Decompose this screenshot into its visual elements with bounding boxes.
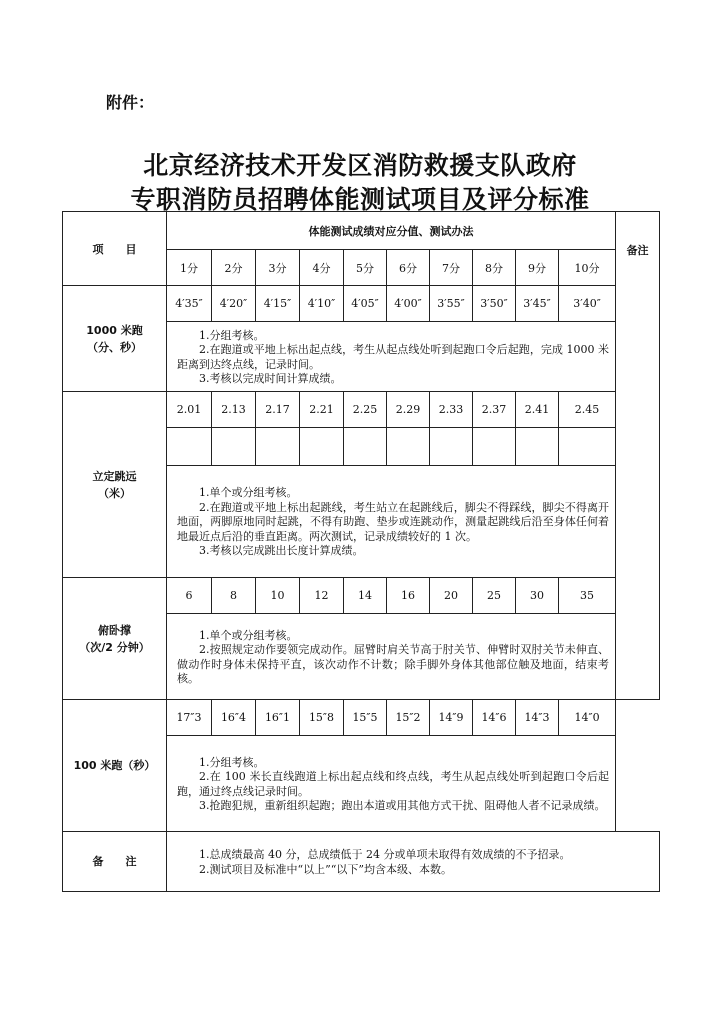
jump-unit: （米）: [98, 486, 131, 500]
empty-cell: [167, 428, 212, 466]
pushup-method: [167, 614, 616, 700]
notes-row: [63, 832, 660, 892]
run100-label: [63, 700, 167, 832]
scoring-table: [62, 211, 660, 892]
run1000-value: 4′20″: [212, 286, 256, 322]
page-title-line2: 专职消防员招聘体能测试项目及评分标准: [130, 185, 590, 214]
score-header-cell: 9分: [516, 250, 559, 286]
empty-cell: [473, 428, 516, 466]
run1000-value: 3′55″: [430, 286, 473, 322]
jump-value: 2.41: [516, 392, 559, 428]
run1000-value: 4′35″: [167, 286, 212, 322]
method-line: 2.在跑道或平地上标出起跳线，考生站立在起跳线后，脚尖不得踩线，脚尖不得离开地面，两脚原地同时起跳，不得有助跑、垫步或连跳动作，测量起跳线后沿至身体任何着地最近点后沿的垂直距离。两次测试，记录成绩较好的 1 次。: [177, 500, 610, 543]
run1000-values-row: [63, 286, 660, 322]
run100-value: 14″3: [516, 700, 559, 736]
run100-value: 15″8: [300, 700, 344, 736]
run1000-unit: （分、秒）: [87, 340, 142, 354]
score-header-cell: 6分: [387, 250, 430, 286]
empty-cell: [559, 428, 616, 466]
score-header-cell: 2分: [212, 250, 256, 286]
pushup-value: 20: [430, 578, 473, 614]
pushup-value: 8: [212, 578, 256, 614]
run100-value: 15″2: [387, 700, 430, 736]
run1000-method: [167, 322, 616, 392]
score-header-cell: 4分: [300, 250, 344, 286]
run1000-value: 4′00″: [387, 286, 430, 322]
jump-value: 2.45: [559, 392, 616, 428]
pushup-value: 25: [473, 578, 516, 614]
method-line: 3.抢跑犯规，重新组织起跑；跑出本道或用其他方式干扰、阻碍他人者不记录成绩。: [199, 799, 606, 812]
pushup-name: 俯卧撑: [98, 623, 131, 637]
method-line: 2.在 100 米长直线跑道上标出起点线和终点线，考生从起点线处听到起跑口令后起跑，通过终点线记录时间。: [177, 770, 610, 798]
run100-values-row: [63, 700, 660, 736]
page-title-line1: 北京经济技术开发区消防救援支队政府: [143, 151, 577, 180]
run1000-value: 3′40″: [559, 286, 616, 322]
score-header-cell: 3分: [256, 250, 300, 286]
jump-value: 2.01: [167, 392, 212, 428]
pushup-label: [63, 578, 167, 700]
note-line: 2.测试项目及标准中“以上”“以下”均含本级、本数。: [199, 862, 452, 876]
pushup-value: 30: [516, 578, 559, 614]
header-remarks: 备注: [616, 212, 660, 700]
jump-value: 2.33: [430, 392, 473, 428]
jump-value: 2.29: [387, 392, 430, 428]
score-header-cell: 7分: [430, 250, 473, 286]
score-header-cell: 1分: [167, 250, 212, 286]
method-line: 3.考核以完成跳出长度计算成绩。: [199, 544, 364, 558]
empty-cell: [430, 428, 473, 466]
empty-cell: [256, 428, 300, 466]
method-line: 1.分组考核。: [199, 328, 265, 342]
method-line: 1.分组考核。: [199, 755, 265, 769]
run100-value: 14″9: [430, 700, 473, 736]
jump-value: 2.13: [212, 392, 256, 428]
notes-label: 备 注: [63, 832, 167, 892]
run100-value: 14″6: [473, 700, 516, 736]
run1000-name: 1000 米跑: [86, 323, 143, 337]
empty-cell: [212, 428, 256, 466]
method-line: 2.在跑道或平地上标出起点线，考生从起点线处听到起跑口令后起跑，完成 1000 米距离到达终点线，记录时间。: [177, 343, 610, 371]
header-item: 项 目: [63, 212, 167, 286]
score-header-cell: 5分: [344, 250, 387, 286]
run100-value: 16″4: [212, 700, 256, 736]
jump-label: [63, 392, 167, 578]
run100-value: 14″0: [559, 700, 616, 736]
score-header-cell: 10分: [559, 250, 616, 286]
run100-value: 15″5: [344, 700, 387, 736]
run1000-value: 3′50″: [473, 286, 516, 322]
empty-cell: [344, 428, 387, 466]
run1000-value: 4′05″: [344, 286, 387, 322]
pushup-value: 12: [300, 578, 344, 614]
method-line: 1.单个或分组考核。: [199, 628, 298, 642]
run1000-value: 3′45″: [516, 286, 559, 322]
run1000-value: 4′15″: [256, 286, 300, 322]
run100-value: 17″3: [167, 700, 212, 736]
pushup-value: 35: [559, 578, 616, 614]
jump-value: 2.25: [344, 392, 387, 428]
method-line: 2.按照规定动作要领完成动作。屈臂时肩关节高于肘关节、伸臂时双肘关节未伸直、做动作时身体未保持平直，该次动作不计数；除手脚外身体其他部位触及地面，结束考核。: [177, 643, 610, 685]
attachment-label: 附件：: [106, 93, 155, 112]
empty-cell: [387, 428, 430, 466]
pushup-value: 6: [167, 578, 212, 614]
run100-method: [167, 736, 616, 832]
pushup-values-row: [63, 578, 660, 614]
jump-name: 立定跳远: [92, 469, 137, 483]
pushup-value: 14: [344, 578, 387, 614]
pushup-value: 16: [387, 578, 430, 614]
run100-name: 100 米跑（秒）: [73, 759, 156, 772]
header-scores-title: 体能测试成绩对应分值、测试办法: [167, 212, 616, 250]
jump-value: 2.21: [300, 392, 344, 428]
pushup-value: 10: [256, 578, 300, 614]
notes-content: [167, 832, 660, 892]
run1000-value: 4′10″: [300, 286, 344, 322]
method-line: 1.单个或分组考核。: [199, 486, 298, 500]
run100-value: 16″1: [256, 700, 300, 736]
run1000-label: [63, 286, 167, 392]
empty-cell: [516, 428, 559, 466]
pushup-unit: （次/2 分钟）: [79, 640, 150, 654]
score-header-cell: 8分: [473, 250, 516, 286]
jump-values-row: [63, 392, 660, 428]
empty-cell: [300, 428, 344, 466]
method-line: 3.考核以完成时间计算成绩。: [199, 372, 342, 385]
jump-value: 2.37: [473, 392, 516, 428]
note-line: 1.总成绩最高 40 分，总成绩低于 24 分或单项未取得有效成绩的不予招录。: [199, 848, 571, 861]
jump-value: 2.17: [256, 392, 300, 428]
jump-method: [167, 466, 616, 578]
